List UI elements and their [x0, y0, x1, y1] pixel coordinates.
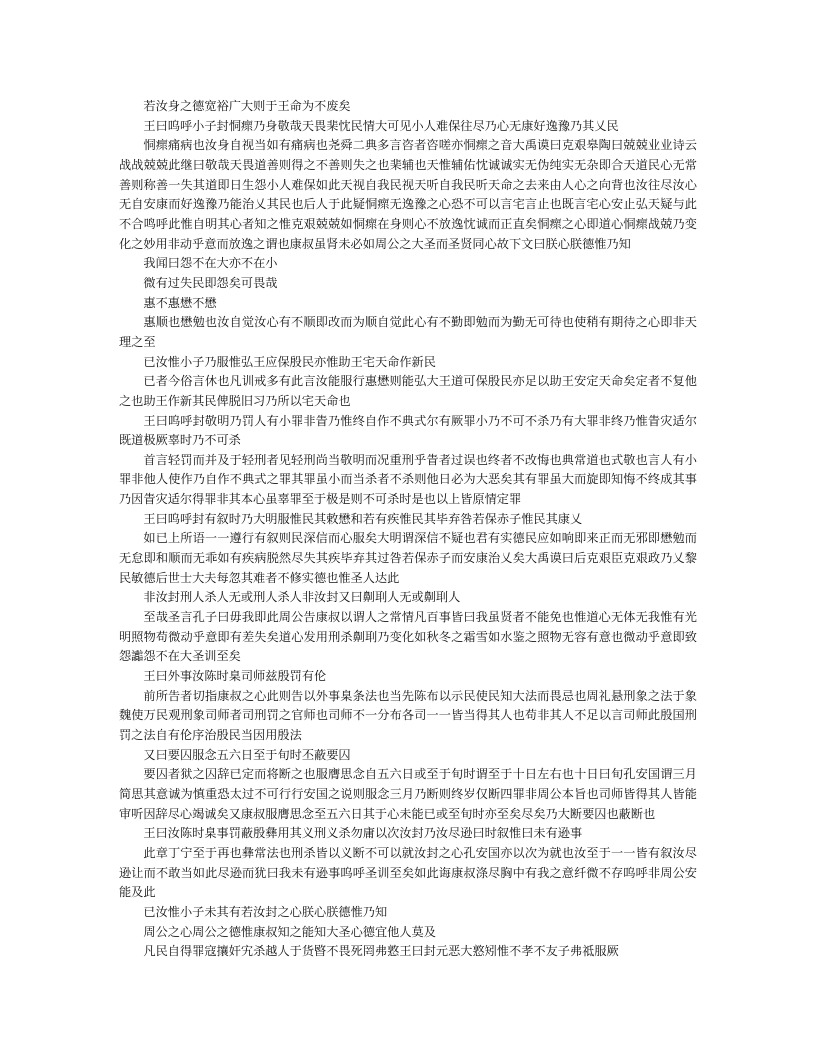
- paragraph: 王曰外事汝陈时臬司师兹殷罚有伦: [143, 669, 327, 684]
- paragraph: 如已上所语一一遵行有叙则民深信而心服矣大明谓深信不疑也君有实德民应如响即来正而无邪即懋勉而无怠即和顺而无乖如有疾病脱然尽失其疾毕弃其过咎若保赤子而安康治乂矣大禹谟曰后克艰臣克艰政乃乂黎民敏德后世士大夫每忽其难者不修实德也惟圣人达此: [119, 531, 697, 585]
- paragraph: 我闻曰怨不在大亦不在小: [143, 256, 278, 271]
- paragraph: 王曰汝陈时臬事罚蔽殷彝用其义刑义杀勿庸以次汝封乃汝尽逊曰时叙惟曰未有逊事: [143, 826, 583, 841]
- paragraph: 前所告者切指康叔之心此则告以外事臬条法也当先陈布以示民使民知大法而畏忌也周礼悬刑象之法于象魏使万民观刑象司师者司刑罚之官师也司师不一分布各司一一皆当得其人也苟非其人不足以言司师此殷国刑罚之法自有伦序治殷民当因用殷法: [119, 688, 697, 742]
- paragraph: 首言轻罚而并及于轻刑者见轻刑尚当敬明而况重刑乎眚者过误也终者不改悔也典常道也式敬也言人有小罪非他人使作乃自作不典式之罪其罪虽小而当杀者不杀则他日必为大恶矣其有罪虽大而旋即知悔不终成其事乃因眚灾适尔得罪非其本心虽辜罪至于极是则不可杀时是也以上皆原情定罪: [119, 452, 697, 507]
- paragraph: 又曰要囚服念五六日至于旬时丕蔽要囚: [143, 747, 351, 762]
- paragraph: 已汝惟小子乃服惟弘王应保殷民亦惟助王宅天命作新民: [143, 354, 436, 369]
- paragraph: 王曰呜呼小子封恫瘝乃身敬哉天畏棐忱民情大可见小人难保往尽乃心无康好逸豫乃其乂民: [143, 118, 619, 133]
- paragraph: 周公之心周公之德惟康叔知之能知大圣心德宜他人莫及: [143, 924, 436, 939]
- paragraph: 至哉圣言孔子曰毋我即此周公告康叔以谓人之常情凡百事皆曰我虽贤者不能免也惟道心无体无我惟有光明照物苟微动乎意即有差失矣道心发用刑杀劓刵乃变化如秋冬之霜雪如水鉴之照物无容有意也微动乎意即致怨讟怨不在大圣训至矣: [119, 610, 697, 664]
- paragraph: 凡民自得罪寇攘奸宄杀越人于货暋不畏死罔弗憝王曰封元恶大憝矧惟不孝不友子弗祗服厥: [143, 944, 619, 959]
- paragraph: 王曰呜呼封有叙时乃大明服惟民其敕懋和若有疾惟民其毕弃咎若保赤子惟民其康乂: [143, 511, 583, 526]
- paragraph: 王曰呜呼封敬明乃罚人有小罪非眚乃惟终自作不典式尔有厥罪小乃不可不杀乃有大罪非终乃惟眚灾适尔既道极厥辜时乃不可杀: [119, 413, 697, 448]
- paragraph: 惠不惠懋不懋: [143, 295, 217, 310]
- paragraph: 若汝身之德宽裕广大则于王命为不废矣: [143, 99, 351, 113]
- paragraph: 已者今俗言休也凡训戒多有此言汝能服行惠懋则能弘大王道可保殷民亦足以助王安定天命矣定者不复他之也助王作新其民俾脱旧习乃所以宅天命也: [119, 374, 697, 408]
- paragraph: 恫瘝痛病也汝身自视当如有痛病也尧舜二典多言咨者咨嗟亦恫瘝之音大禹谟曰克艰皋陶曰兢兢业业诗云战战兢兢此继曰敬哉天畏道善则得之不善则失之也棐辅也天惟辅佑忱诚诚实无伪纯实无杂即合天道民心无常善则称善一失其道即日生怨小人难保如此天视自我民视天听自我民听天命之去来由人心之向背也汝往尽汝心无自安康而好逸豫乃能治乂其民也后人于此疑恫瘝无逸豫之心恐不可以言宅言止也既言宅心安止弘天疑与此不合鸣呼此惟自明其心者知之惟克艰兢兢如恫瘝在身则心不放逸忱诚而正直矣恫瘝之心即道心恫瘝战兢乃变化之妙用非动乎意而放逸之谓也康叔虽肾未必如周公之大圣而圣贤同心故下文曰朕心朕德惟乃知: [119, 138, 697, 251]
- paragraph: 惠顺也懋勉也汝自觉汝心有不顺即改而为顺自觉此心有不勤即勉而为勤无可待也使稍有期待之心即非天理之至: [119, 315, 697, 349]
- document-page: [119, 97, 697, 962]
- paragraph: 此章丁宁至于再也彝常法也刑杀皆以义断不可以就汝封之心孔安国亦以次为就也汝至于一一皆有叙汝尽逊让而不敢当如此尽逊而犹曰我未有逊事呜呼圣训至矣如此诲康叔涤尽胸中有我之意纤微不存呜呼非周公安能及此: [119, 845, 697, 900]
- paragraph: 非汝封刑人杀人无或刑人杀人非汝封又曰劓刵人无或劓刵人: [143, 590, 461, 605]
- paragraph: 要囚者狱之囚辞已定而将断之也服膺思念自五六日或至于旬时谓至于十日左右也十日曰旬孔安国谓三月简思其意诚为慎重恐太过不可行行安国之说则服念三月乃断则终岁仅断四罪非周公本旨也司师皆得其人皆能审听因辞尽心竭诚矣又康叔服膺思念至五六日其于心未能已或至旬时亦至矣尽矣乃大断要囚也蔽断也: [119, 767, 697, 821]
- paragraph: 微有过失民即怨矣可畏哉: [143, 275, 278, 290]
- paragraph: 已汝惟小子未其有若汝封之心朕心朕德惟乃知: [143, 904, 388, 919]
